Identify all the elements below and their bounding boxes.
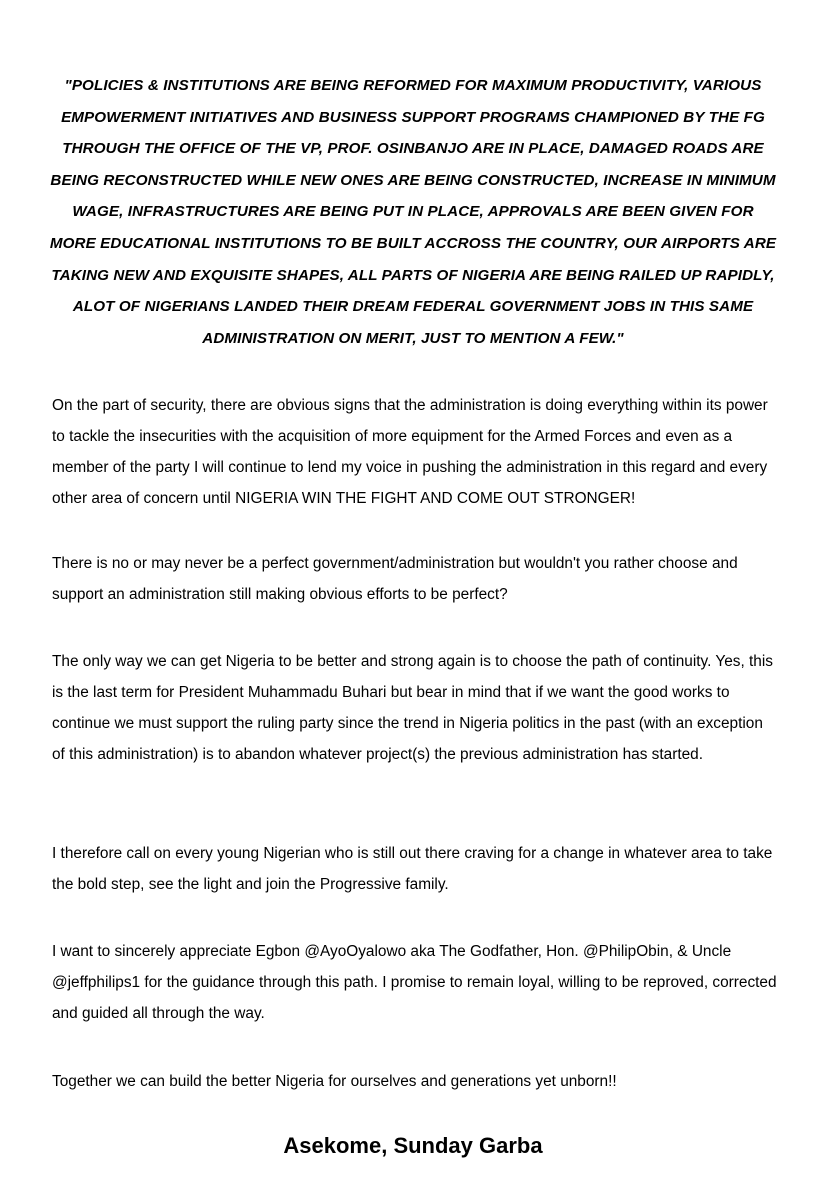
signature: Asekome, Sunday Garba <box>283 1133 543 1158</box>
quote-block: "POLICIES & INSTITUTIONS ARE BEING REFORMED FOR MAXIMUM PRODUCTIVITY, VARIOUS EMPOWERMENT INITIATIVES AND BUSINESS SUPPORT PROGRAMS CHAMPIONED BY THE FG THROUGH THE OFFICE OF THE VP, PROF. OSINBANJO ARE IN PLACE, DAMAGED ROADS ARE BEING RECONSTRUCTED WHILE NEW ONES ARE BEING CONSTRUCTED, INCREASE IN MINIMUM WAGE, INFRASTRUCTURES ARE BEING PUT IN PLACE, APPROVALS ARE BEEN GIVEN FOR MORE EDUCATIONAL INSTITUTIONS TO BE BUILT ACCROSS THE COUNTRY, OUR AIRPORTS ARE TAKING NEW AND EXQUISITE SHAPES, ALL PARTS OF NIGERIA ARE BEING RAILED UP RAPIDLY, ALOT OF NIGERIANS LANDED THEIR DREAM FEDERAL GOVERNMENT JOBS IN THIS SAME ADMINISTRATION ON MERIT, JUST TO MENTION A FEW." <box>49 77 777 347</box>
paragraph-closing: Together we can build the better Nigeria for ourselves and generations yet unborn!! <box>52 1073 617 1090</box>
paragraph-security: On the part of security, there are obvious signs that the administration is doing everything within its power to tackle the insecurities with the acquisition of more equipment for the Armed Forces and even as a member of the party I will continue to lend my voice in pushing the administration in this regard and every other area of concern until NIGERIA WIN THE FIGHT AND COME OUT STRONGER! <box>52 397 768 507</box>
paragraph-call-to-join: I therefore call on every young Nigerian who is still out there craving for a change in whatever area to take the bold step, see the light and join the Progressive family. <box>52 845 773 893</box>
paragraph-perfect-government: There is no or may never be a perfect government/administration but wouldn't you rather choose and support an administration still making obvious efforts to be perfect? <box>52 555 738 603</box>
paragraph-continuity: The only way we can get Nigeria to be better and strong again is to choose the path of continuity. Yes, this is the last term for President Muhammadu Buhari but bear in mind that if we want the good works to continue we must support the ruling party since the trend in Nigeria politics in the past (with an exception of this administration) is to abandon whatever project(s) the previous administration has started. <box>52 653 773 763</box>
paragraph-appreciation: I want to sincerely appreciate Egbon @AyoOyalowo aka The Godfather, Hon. @PhilipObin, & Uncle @jeffphilips1 for the guidance through this path. I promise to remain loyal, willing to be reproved, corrected and guided all through the way. <box>52 943 777 1022</box>
